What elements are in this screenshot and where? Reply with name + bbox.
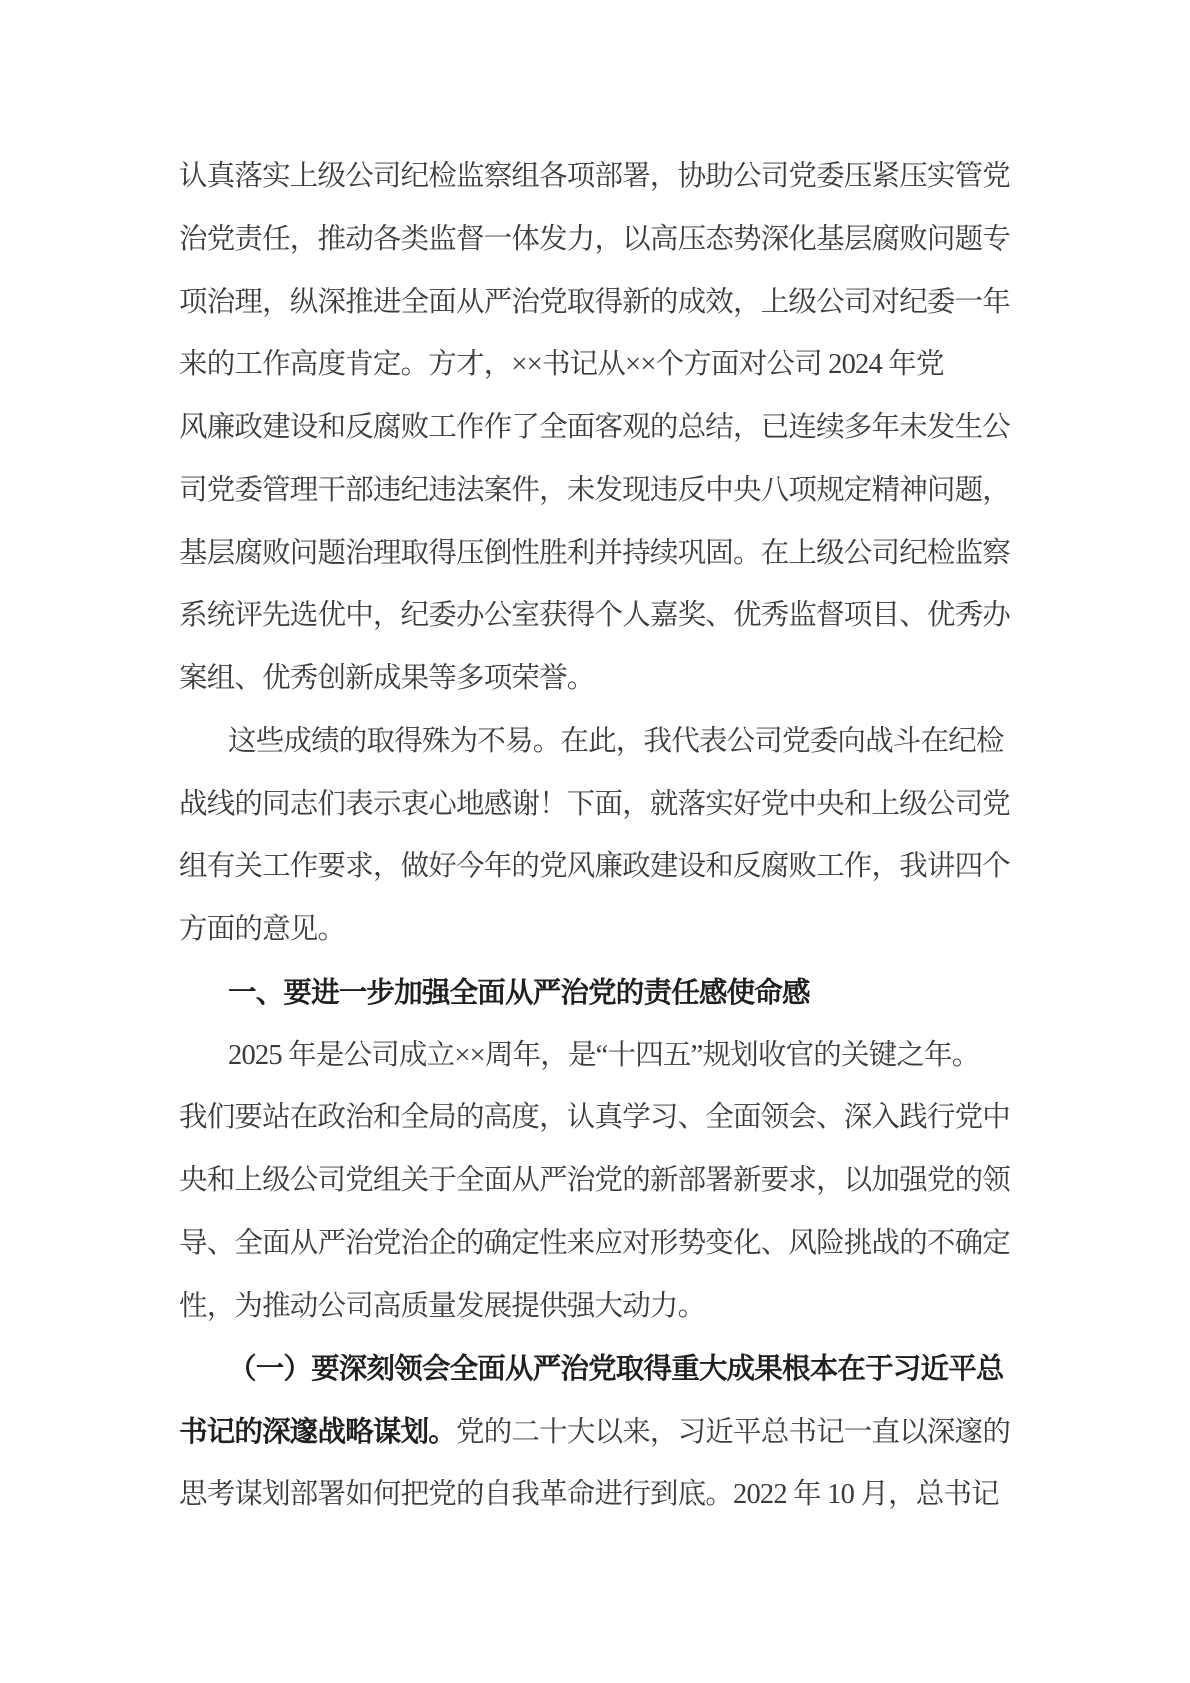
paragraph-line: 方面的意见。 [179, 914, 346, 945]
paragraph-line: 央和上级公司党组关于全面从严治党的新部署新要求，以加强党的领 [179, 1165, 1011, 1196]
paragraph-line: 来的工作高度肯定。方才，××书记从××个方面对公司 2024 年党 [179, 349, 944, 381]
paragraph-line: 基层腐败问题治理取得压倒性胜利并持续巩固。在上级公司纪检监察 [179, 537, 1011, 569]
document-content [179, 146, 1012, 1527]
paragraph-line: 司党委管理干部违纪违法案件，未发现违反中央八项规定精神问题， [179, 474, 1011, 506]
paragraph-line: 组有关工作要求，做好今年的党风廉政建设和反腐败工作，我讲四个 [179, 851, 1011, 883]
paragraph-line: 项治理，纵深推进全面从严治党取得新的成效，上级公司对纪委一年 [179, 286, 1011, 318]
paragraph-line: 战线的同志们表示衷心地感谢！下面，就落实好党中央和上级公司党 [179, 788, 1011, 820]
paragraph-line: 风廉政建设和反腐败工作作了全面客观的总结，已连续多年未发生公 [179, 412, 1011, 443]
paragraph-line: 我们要站在政治和全局的高度，认真学习、全面领会、深入践行党中 [179, 1102, 1011, 1134]
paragraph-line-mixed [179, 1401, 1012, 1464]
section-heading-1: 一、要进一步加强全面从严治党的责任感使命感 [228, 976, 810, 1009]
paragraph-line: 思考谋划部署如何把党的自我革命进行到底。2022 年 10 月，总书记 [179, 1478, 999, 1510]
paragraph-line: 案组、优秀创新成果等多项荣誉。 [179, 663, 595, 694]
paragraph-line: 认真落实上级公司纪检监察组各项部署，协助公司党委压紧压实管党 [179, 161, 1011, 192]
paragraph-line: 性，为推动公司高质量发展提供强大动力。 [179, 1290, 706, 1322]
paragraph-text-segment: 党的二十大以来，习近平总书记一直以深邃的 [456, 1417, 1011, 1448]
paragraph-line: 导、全面从严治党治企的确定性来应对形势变化、风险挑战的不确定 [179, 1227, 1011, 1259]
subsection-heading-line: （一）要深刻领会全面从严治党取得重大成果根本在于习近平总 [228, 1353, 1004, 1386]
paragraph-line: 治党责任，推动各类监督一体发力，以高压态势深化基层腐败问题专 [179, 223, 1011, 255]
paragraph-line: 这些成绩的取得殊为不易。在此，我代表公司党委向战斗在纪检 [228, 725, 1004, 757]
paragraph-line: 系统评先选优中，纪委办公室获得个人嘉奖、优秀监督项目、优秀办 [179, 600, 1011, 632]
subsection-heading-tail: 书记的深邃战略谋划。 [179, 1416, 457, 1448]
paragraph-line: 2025 年是公司成立××周年，是“十四五”规划收官的关键之年。 [228, 1039, 980, 1071]
